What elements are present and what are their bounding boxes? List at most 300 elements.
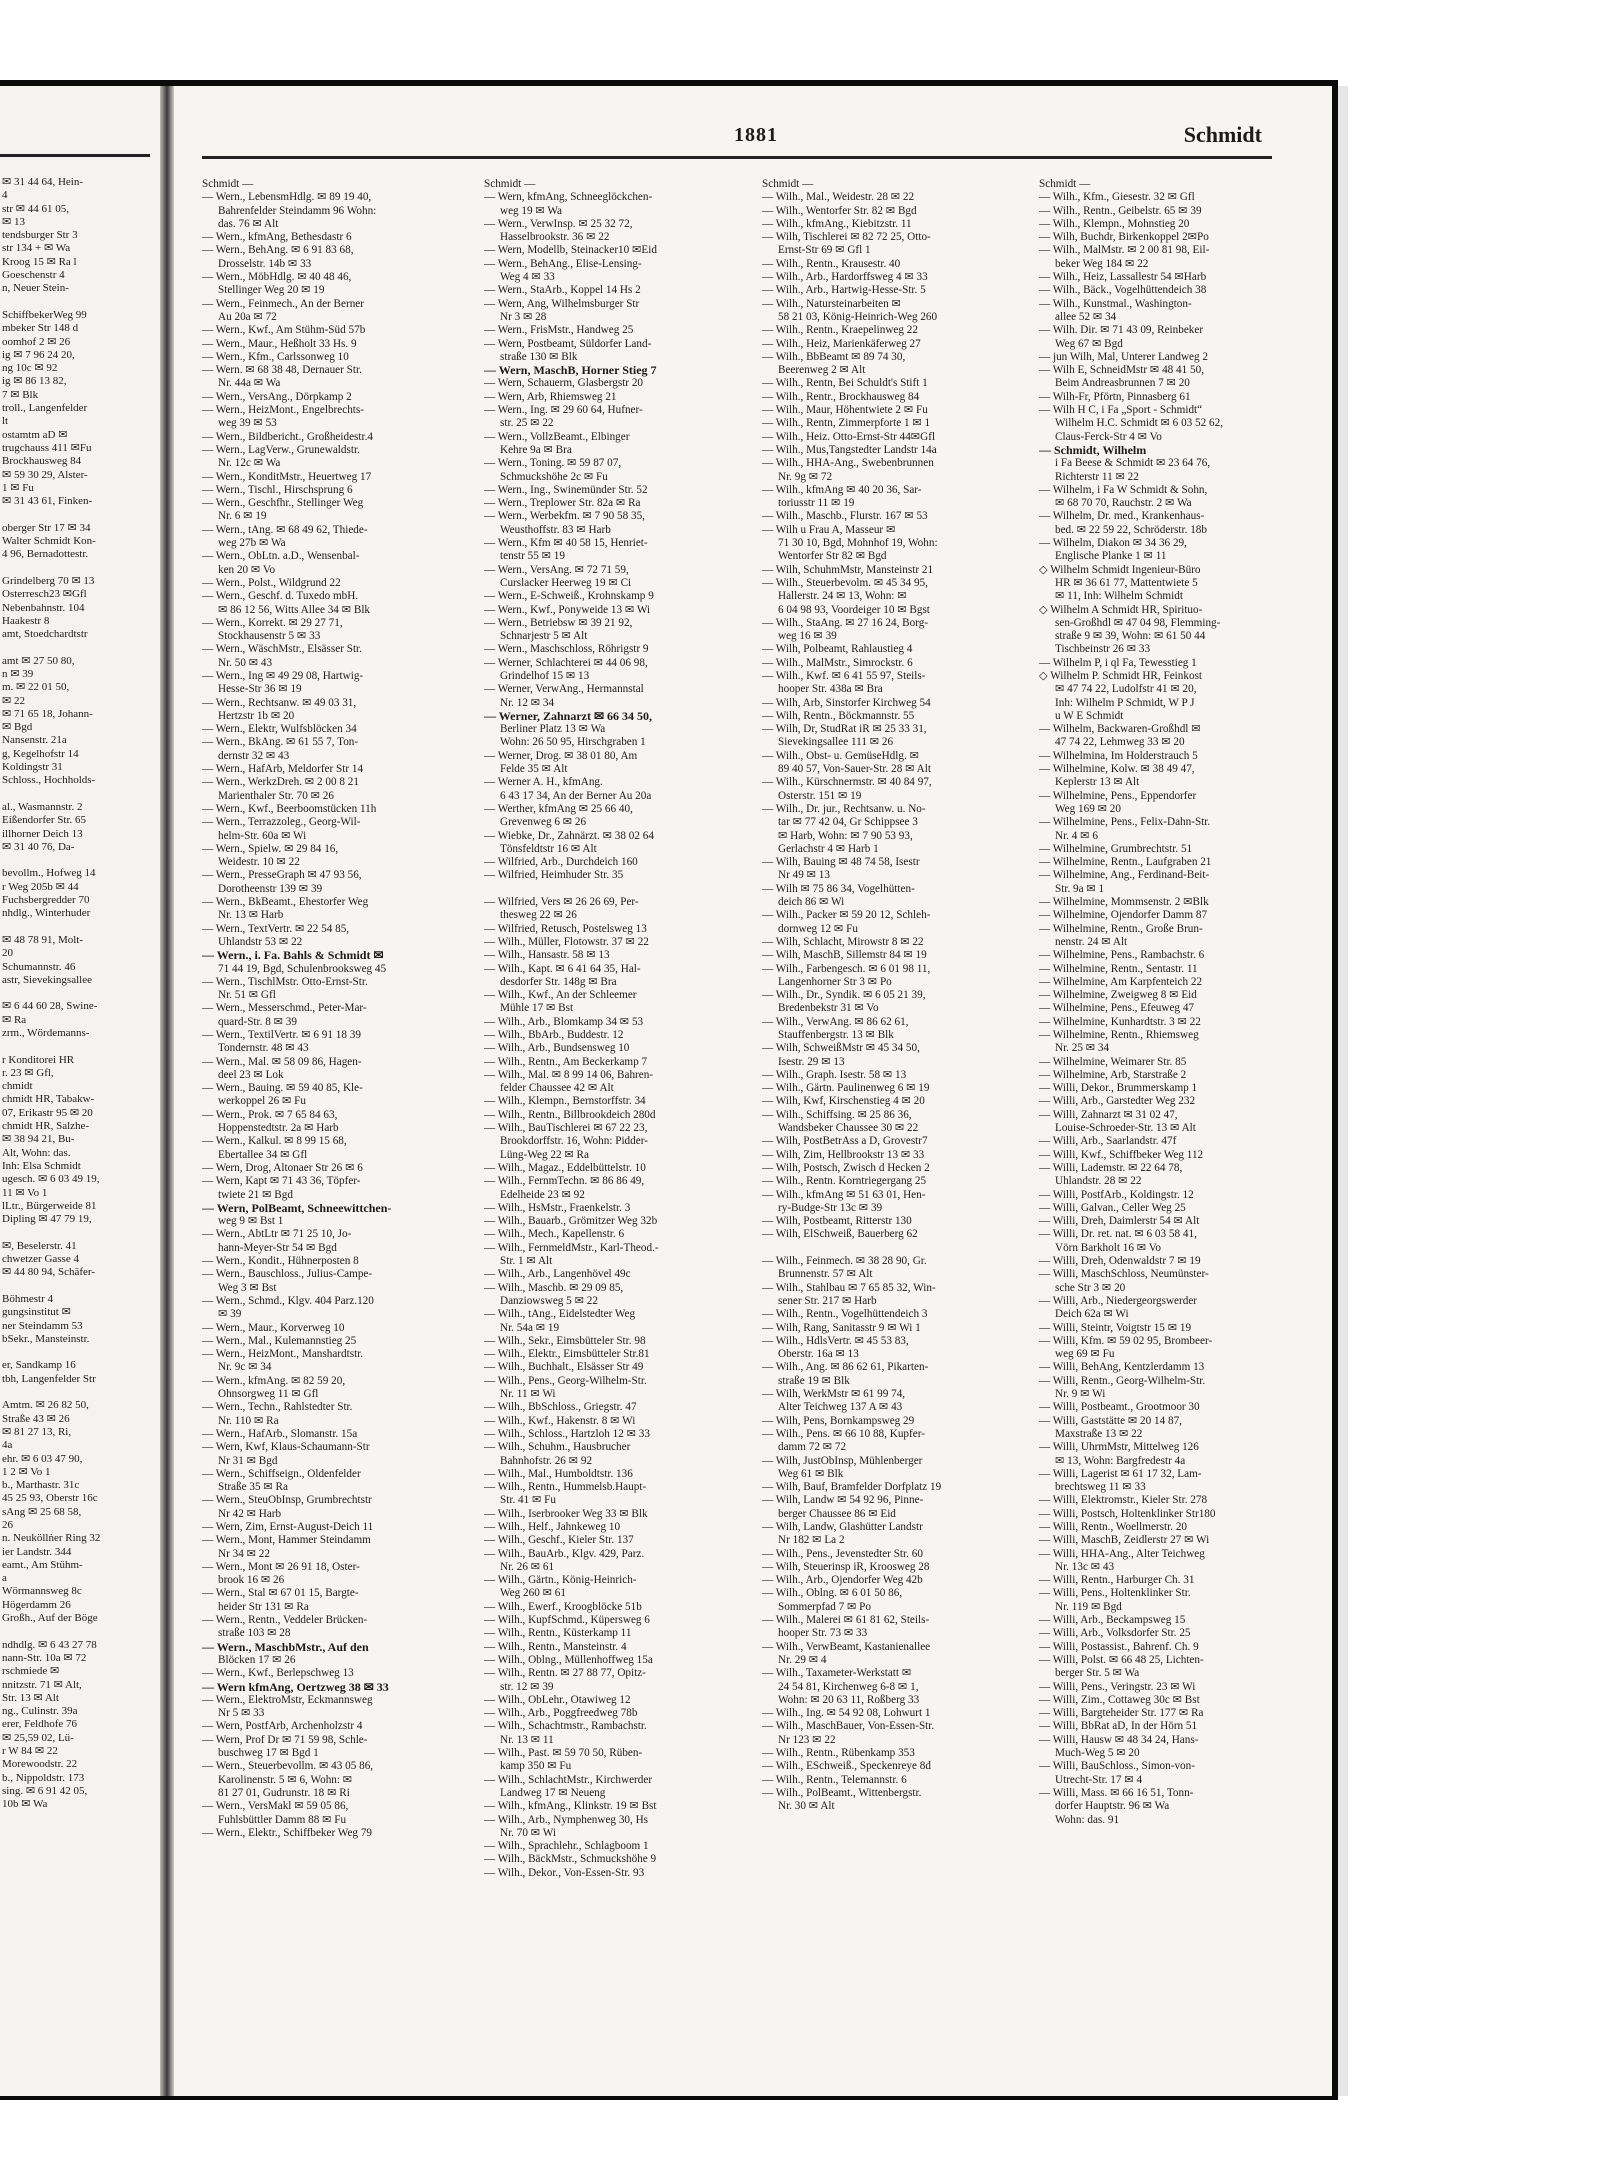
left-page-fragment-line: r Weg 205b ✉ 44 — [2, 880, 79, 893]
left-page-fragment-line: ✉ 38 94 21, Bu- — [2, 1133, 75, 1146]
directory-entry: — Wern., Techn., Rahlstedter Str. — [202, 1401, 353, 1414]
entry-continuation-line: Nr. 13c ✉ 43 — [1055, 1560, 1115, 1573]
left-page-fragment-line: g, Kegelhofstr 14 — [2, 747, 79, 760]
directory-entry: — Wern., VollzBeamt., Elbinger — [484, 430, 630, 443]
left-page-fragment-line — [2, 1226, 158, 1239]
directory-entry: — Wern., Bauing. ✉ 59 40 85, Kle- — [202, 1082, 363, 1095]
left-page-fragment-line: 4 — [2, 189, 8, 202]
directory-entry: — Wern., Maschschloss, Röhrigstr 9 — [484, 643, 649, 656]
entry-continuation-line: Lüng-Weg 22 ✉ Ra — [500, 1148, 589, 1161]
directory-entry: — Werner, Schlachterei ✉ 44 06 98, — [484, 656, 648, 669]
directory-entry: — Wilh., BbArb., Buddestr. 12 — [484, 1029, 624, 1041]
directory-entry: — Wilh., Arb., Nymphenweg 30, Hs — [484, 1813, 649, 1826]
entry-continuation-line: twiete 21 ✉ Bgd — [218, 1188, 293, 1201]
directory-entry: — Willi, Zim., Cottaweg 30c ✉ Bst — [1039, 1693, 1200, 1706]
entry-continuation-line: Landweg 17 ✉ Neueng — [500, 1786, 606, 1799]
directory-entry: — Wilh., Rentn. Korntriegergang 25 — [762, 1175, 927, 1188]
directory-entry: — Wilh., Arb., Langenhövel 49c — [484, 1268, 631, 1281]
entry-continuation-line: ✉ 11, Inh: Wilhelm Schmidt — [1055, 590, 1183, 603]
entry-continuation-line: ✉ 39 — [218, 1308, 242, 1321]
entry-continuation-line: deich 86 ✉ Wi — [778, 896, 845, 909]
directory-entry: — Wern., Mal. ✉ 58 09 86, Hagen- — [202, 1055, 362, 1068]
entry-continuation-line: werkoppel 26 ✉ Fu — [218, 1095, 306, 1108]
directory-entry: — Wilh., Sekr., Eimsbütteler Str. 98 — [484, 1334, 646, 1347]
directory-column-2 — [484, 178, 724, 1880]
directory-entry: — Wilh ✉ 75 86 34, Vogelhütten- — [762, 882, 915, 895]
directory-entry: — Willi, Dreh, Daimlerstr 54 ✉ Alt — [1039, 1215, 1200, 1228]
left-page-fragment-line: a — [2, 1572, 7, 1585]
entry-continuation-line: Hoppenstedtstr. 2a ✉ Harb — [218, 1122, 339, 1135]
directory-entry: — Wern., Stal ✉ 67 01 15, Bargte- — [202, 1587, 359, 1600]
directory-entry: — Wilh., Maschb. ✉ 29 09 85, — [484, 1281, 624, 1294]
directory-entry: — Wilh, ElSchweiß, Bauerberg 62 — [762, 1228, 918, 1241]
left-page-fragment-line: astr, Sievekingsallee — [2, 973, 92, 986]
directory-entry — [762, 1242, 1002, 1255]
left-page-fragment-line: ugesch. ✉ 6 03 49 19, — [2, 1173, 100, 1186]
left-page-fragment-line — [2, 562, 158, 575]
left-page-fragment-line: Großh., Auf der Böge — [2, 1612, 98, 1625]
directory-entry: — Wern., kfmAng, Bethesdastr 6 — [202, 231, 352, 244]
left-page-fragment-line — [2, 1625, 158, 1638]
directory-entry: — Wern, PolBeamt, Schneewittchen- — [202, 1201, 392, 1215]
left-page-fragment-line: n. Neuköllṅer Ring 32 — [2, 1532, 101, 1545]
directory-entry: — Wilh., Maschb., Flurstr. 167 ✉ 53 — [762, 510, 928, 523]
directory-entry: — Wilh., Buchhalt., Elsässer Str 49 — [484, 1361, 644, 1374]
left-page-fragment-line: ✉ 44 80 94, Schäfer- — [2, 1266, 96, 1279]
directory-entry: — Willi, UhrmMstr, Mittelweg 126 — [1039, 1441, 1199, 1454]
entry-continuation-line: weg 19 ✉ Wa — [500, 204, 563, 217]
entry-continuation-line: Keplerstr 13 ✉ Alt — [1055, 776, 1140, 789]
left-page-fragment-line: ehr. ✉ 6 03 47 90, — [2, 1452, 83, 1465]
directory-entry: — Wern., BkBeamt., Ehestorfer Weg — [202, 896, 369, 909]
directory-entry: — Wilh., Arb., Hardorffsweg 4 ✉ 33 — [762, 271, 928, 284]
left-page-fragment-line: Walter Schmidt Kon- — [2, 535, 96, 548]
entry-continuation-line: Nr. 9c ✉ 34 — [218, 1361, 272, 1374]
directory-entry: — Willi, Arb., Beckampsweg 15 — [1039, 1614, 1186, 1627]
directory-entry: — Willi, Gaststätte ✉ 20 14 87, — [1039, 1414, 1182, 1427]
left-page-fragment-line: illhorner Deich 13 — [2, 827, 83, 840]
entry-continuation-line: straße 130 ✉ Blk — [500, 350, 578, 363]
entry-continuation-line: Brunnenstr. 57 ✉ Alt — [778, 1268, 873, 1281]
directory-entry: — Wilh., Rentn., Krausestr. 40 — [762, 257, 901, 270]
entry-continuation-line: Bahnhofstr. 26 ✉ 92 — [500, 1454, 593, 1467]
directory-entry: — Wern., Kwf., Beerboomstücken 11h — [202, 802, 377, 815]
directory-entry: — Wilh., Gärtn. Paulinenweg 6 ✉ 19 — [762, 1082, 930, 1095]
directory-entry: — Wilh., Rentn., Mansteinstr. 4 — [484, 1640, 627, 1653]
directory-entry: — Wilh., Rentn., Kraepelinweg 22 — [762, 324, 918, 337]
directory-column-4 — [1039, 178, 1279, 1827]
directory-entry: — Wilh., HHA-Ang., Swebenbrunnen — [762, 457, 934, 470]
left-page-fragment-line: Koldingstr 31 — [2, 761, 63, 774]
left-page-fragment-line — [2, 1280, 158, 1293]
left-page-fragment-line: tendsburger Str 3 — [2, 229, 78, 242]
entry-continuation-line: Weg 67 ✉ Bgd — [1055, 337, 1123, 350]
left-page-fragment-line: SchiffbekerWeg 99 — [2, 308, 87, 321]
entry-continuation-line: 24 54 81, Kirchenweg 6-8 ✉ 1, — [778, 1680, 919, 1693]
directory-entry: — Wern., LebensmHdlg. ✉ 89 19 40, — [202, 191, 372, 204]
left-page-fragment-line: Schloss., Hochholds- — [2, 774, 96, 787]
entry-continuation-line: quard-Str. 8 ✉ 39 — [218, 1015, 297, 1028]
directory-entry: — Werner, Zahnarzt ✉ 66 34 50, — [484, 709, 653, 723]
left-page-fragment-line: Nansenstr. 21a — [2, 734, 67, 747]
directory-entry: — Wilh., Rentn, Zimmerpforte 1 ✉ 1 — [762, 417, 931, 430]
directory-entry: — Wern., Bauschloss., Julius-Campe- — [202, 1268, 373, 1281]
left-page-fragment-line: mbeker Str 148 d — [2, 322, 79, 335]
directory-column-3 — [762, 178, 1002, 1814]
entry-continuation-line: straße 9 ✉ 39, Wohn: ✉ 61 50 44 — [1055, 630, 1206, 643]
left-page-fragment-line: Schumannstr. 46 — [2, 960, 76, 973]
entry-continuation-line: toriusstr 11 ✉ 19 — [778, 497, 855, 510]
directory-entry: — Wern., Spielw. ✉ 29 84 16, — [202, 842, 339, 855]
directory-entry: — Willi, Kfm. ✉ 59 02 95, Brombeer- — [1039, 1334, 1213, 1347]
directory-entry: — Willi, Dekor., Brummerskamp 1 — [1039, 1082, 1198, 1095]
directory-entry: — Wilh., HdlsVertr. ✉ 45 53 83, — [762, 1334, 909, 1347]
directory-entry: — Willi, BehAng, Kentzlerdamm 13 — [1039, 1361, 1205, 1374]
directory-entry: — Wern., BehAng. ✉ 6 91 83 68, — [202, 244, 354, 257]
entry-continuation-line: 47 74 22, Lehmweg 33 ✉ 20 — [1055, 736, 1185, 749]
directory-entry: — Willi, Galvan., Celler Weg 25 — [1039, 1201, 1186, 1214]
directory-entry: — Wern., Bildbericht., Großheidestr.4 — [202, 430, 374, 443]
directory-entry: — Wern, Postbeamt, Süldorfer Land- — [484, 337, 652, 350]
left-page-fragment-line — [2, 1386, 158, 1399]
directory-entry: — Willi, Arb., Volksdorfer Str. 25 — [1039, 1627, 1191, 1640]
left-page-fragment-line: Högerdamm 26 — [2, 1598, 71, 1611]
directory-entry: — Wern., LagVerw., Grunewaldstr. — [202, 443, 360, 456]
directory-entry: — Wilh., Oblng. ✉ 6 01 50 86, — [762, 1587, 903, 1600]
entry-continuation-line: Weg 169 ✉ 20 — [1055, 802, 1121, 815]
entry-continuation-line: berger Str. 5 ✉ Wa — [1055, 1667, 1140, 1680]
left-page-fragment-line: ✉, Beselerstr. 41 — [2, 1239, 77, 1252]
left-page-fragment-line: ndhdlg. ✉ 6 43 27 78 — [2, 1638, 97, 1651]
directory-entry: — Willi, Kwf., Schiffbeker Weg 112 — [1039, 1148, 1204, 1161]
left-page-fragment-line: Nebenbahnstr. 104 — [2, 601, 85, 614]
entry-continuation-line: Nr. 54a ✉ 19 — [500, 1321, 560, 1334]
entry-continuation-line: heider Str 131 ✉ Ra — [218, 1600, 309, 1613]
directory-entry: — Wern, kfmAng, Schneeglöckchen- — [484, 191, 653, 204]
directory-entry: — Wern., Schiffseign., Oldenfelder — [202, 1467, 361, 1480]
directory-entry: — Wilh., Stahlbau ✉ 7 65 85 32, Win- — [762, 1281, 936, 1294]
left-page-fragment-line: bevollm., Hofweg 14 — [2, 867, 96, 880]
left-page-fragment — [0, 86, 160, 2096]
directory-entry: — Wilh., Rentn., Telemannstr. 6 — [762, 1773, 907, 1786]
left-page-fragment-line: ✉ 31 43 61, Finken- — [2, 495, 93, 508]
left-page-fragment-line: b., Marthastr. 31c — [2, 1479, 80, 1492]
directory-entry: — Wilfried, Vers ✉ 26 26 69, Per- — [484, 896, 639, 909]
directory-entry: — Wilhelmine, Arb, Starstraße 2 — [1039, 1068, 1187, 1081]
entry-continuation-line: hann-Meyer-Str 54 ✉ Bgd — [218, 1241, 337, 1254]
entry-continuation-line: Straße 35 ✉ Ra — [218, 1481, 288, 1494]
entry-continuation-line: Nr. 12 ✉ 34 — [500, 696, 555, 709]
left-page-fragment-line: Goeschenstr 4 — [2, 269, 65, 282]
entry-continuation-line: Drosselstr. 14b ✉ 33 — [218, 257, 312, 270]
directory-entry: — Wilhelmine, Ojendorfer Damm 87 — [1039, 909, 1208, 922]
directory-entry: — Willi, Mass. ✉ 66 16 51, Tonn- — [1039, 1786, 1194, 1799]
entry-continuation-line: Deich 62a ✉ Wi — [1055, 1308, 1129, 1321]
left-page-fragment-line: ng 10c ✉ 92 — [2, 362, 58, 375]
directory-entry: — Willi, Dr. ret. nat. ✉ 6 03 58 41, — [1039, 1228, 1197, 1241]
entry-continuation-line: beker Weg 184 ✉ 22 — [1055, 257, 1149, 270]
entry-continuation-line: Beerenweg 2 ✉ Alt — [778, 364, 866, 377]
directory-entry: — Wilh., Farbengesch. ✉ 6 01 98 11, — [762, 962, 931, 975]
directory-entry: — Wern, PostfArb, Archenholzstr 4 — [202, 1720, 363, 1733]
entry-continuation-line: Nr 5 ✉ 33 — [218, 1707, 265, 1720]
directory-entry: — Wilh., Kunstmal., Washington- — [1039, 297, 1192, 310]
directory-entry: — Wilhelmine, Rentn., Laufgraben 21 — [1039, 856, 1212, 869]
directory-entry: — Wilhelmine, Rentn., Sentastr. 11 — [1039, 962, 1198, 975]
directory-entry: — Wilh, Arb, Sinstorfer Kirchweg 54 — [762, 696, 931, 709]
directory-entry: — Wern., HeizMont., Engelbrechts- — [202, 404, 364, 417]
directory-entry: — Willi, MaschSchloss, Neumünster- — [1039, 1268, 1209, 1281]
directory-entry: ◇ Wilhelm Schmidt Ingenieur-Büro — [1039, 563, 1201, 576]
directory-entry: — Willi, Arb., Garstedter Weg 232 — [1039, 1095, 1196, 1108]
directory-entry: — Wilh-Fr, Pförtn, Pinnasberg 61 — [1039, 390, 1191, 403]
directory-entry: — Wilh., Rentn., Küsterkamp 11 — [484, 1627, 632, 1640]
directory-entry: — Wern. ✉ 68 38 48, Dernauer Str. — [202, 364, 362, 377]
entry-continuation-line: Curslacker Heerweg 19 ✉ Ci — [500, 576, 632, 589]
directory-entry: — Wern., Kondit., Hühnerposten 8 — [202, 1255, 359, 1268]
directory-entry: — Wilhelmina, Im Holderstrauch 5 — [1039, 749, 1198, 762]
directory-entry: — Wern., Feinmech., An der Berner — [202, 297, 364, 310]
directory-entry: — Willi, Lagerist ✉ 61 17 32, Lam- — [1039, 1467, 1202, 1480]
directory-entry: — Wilh H C, i Fa „Sport - Schmidt“ — [1039, 404, 1203, 417]
directory-entry: — Willi, PostfArb., Koldingstr. 12 — [1039, 1188, 1194, 1201]
directory-entry: — Wern., Prok. ✉ 7 65 84 63, — [202, 1108, 338, 1121]
entry-continuation-line: Nr. 6 ✉ 19 — [218, 510, 267, 523]
directory-entry: — Wilh., Schloss., Hartzloh 12 ✉ 33 — [484, 1427, 650, 1440]
directory-entry: — Wern., Elektr, Wulfsblöcken 34 — [202, 723, 357, 736]
entry-continuation-line: Karolinenstr. 5 ✉ 6, Wohn: ✉ — [218, 1773, 353, 1786]
directory-entry: — Wern., Kwf., Berlepschweg 13 — [202, 1667, 354, 1680]
directory-entry: — Wern., TischlMstr. Otto-Ernst-Str. — [202, 975, 368, 988]
directory-entry: — Wilh, Landw ✉ 54 92 96, Pinne- — [762, 1494, 924, 1507]
entry-continuation-line: Claus-Ferck-Str 4 ✉ Vo — [1055, 430, 1162, 443]
entry-continuation-line: Brookdorffstr. 16, Wohn: Pidder- — [500, 1135, 648, 1148]
directory-entry: — Wilh., Wentorfer Str. 82 ✉ Bgd — [762, 204, 917, 217]
entry-continuation-line: brechtsweg 11 ✉ 33 — [1055, 1481, 1146, 1494]
left-page-fragment-line: ✉ Ra — [2, 1013, 27, 1026]
entry-continuation-line: sche Str 3 ✉ 20 — [1055, 1281, 1126, 1294]
entry-continuation-line: Much-Weg 5 ✉ 20 — [1055, 1747, 1140, 1760]
left-page-text-column — [2, 176, 158, 1812]
left-page-fragment-line: eamt., Am Stühm- — [2, 1558, 83, 1571]
entry-continuation-line: Richterstr 11 ✉ 22 — [1055, 470, 1139, 483]
directory-entry: — Willi, Pens., Veringstr. 23 ✉ Wi — [1039, 1680, 1196, 1693]
directory-entry: — Wern., SteuObInsp, Grumbrechtstr — [202, 1494, 372, 1507]
entry-continuation-line: Nr 42 ✉ Harb — [218, 1507, 282, 1520]
entry-continuation-line: Uhlandstr 53 ✉ 22 — [218, 935, 303, 948]
directory-entry: — Willi, Postassist., Bahrenf. Ch. 9 — [1039, 1640, 1199, 1653]
directory-entry: — Wilh., Obst- u. GemüseHdlg. ✉ — [762, 749, 919, 762]
entry-continuation-line: straße 103 ✉ 28 — [218, 1627, 291, 1640]
running-header-surname: Schmidt — [1183, 122, 1262, 147]
entry-continuation-line: Inh: Wilhelm P Schmidt, W P J — [1055, 696, 1195, 709]
entry-continuation-line: buschweg 17 ✉ Bgd 1 — [218, 1747, 319, 1760]
entry-continuation-line: Au 20a ✉ 72 — [218, 310, 277, 323]
directory-entry: — Wilh., MalMstr. ✉ 2 00 81 98, Eil- — [1039, 244, 1210, 257]
directory-entry: — Wern., Rentn., Veddeler Brücken- — [202, 1614, 368, 1627]
entry-continuation-line: Danziowsweg 5 ✉ 22 — [500, 1294, 598, 1307]
left-page-fragment-line: troll., Langenfelder — [2, 402, 88, 415]
entry-continuation-line: Bredenbekstr 31 ✉ Vo — [778, 1002, 879, 1015]
left-page-fragment-line: 7 ✉ Blk — [2, 388, 39, 401]
directory-entry: — Wern, Kwf, Klaus-Schaumann-Str — [202, 1441, 370, 1454]
entry-continuation-line: ✉ 47 74 22, Ludolfstr 41 ✉ 20, — [1055, 683, 1197, 696]
directory-entry: Schmidt — — [1039, 178, 1091, 190]
entry-continuation-line: Grindelhof 15 ✉ 13 — [500, 669, 590, 682]
left-page-fragment-line: r W 84 ✉ 22 — [2, 1745, 58, 1758]
entry-continuation-line: u W E Schmidt — [1055, 709, 1124, 722]
directory-entry: — Wern., Elektr., Schiffbeker Weg 79 — [202, 1826, 373, 1839]
directory-entry: — Wilhelmine, Pens., Efeuweg 47 — [1039, 1002, 1195, 1015]
entry-continuation-line: Weg 4 ✉ 33 — [500, 271, 555, 284]
directory-entry: — Wilh., Arb., Bundsensweg 10 — [484, 1042, 630, 1055]
entry-continuation-line: ken 20 ✉ Vo — [218, 563, 276, 576]
directory-entry: — Wilhelmine, Kolw. ✉ 38 49 47, — [1039, 763, 1195, 776]
directory-entry: — Willi, BauSchloss., Simon-von- — [1039, 1760, 1195, 1773]
entry-continuation-line: Str. 1 ✉ Alt — [500, 1255, 553, 1268]
directory-entry: — Wern., E-Schweiß., Krohnskamp 9 — [484, 590, 654, 603]
left-page-fragment-line: Straße 43 ✉ 26 — [2, 1412, 70, 1425]
directory-entry: — Wern., BkAng. ✉ 61 55 7, Ton- — [202, 736, 359, 749]
directory-entry: — Wilh., HsMstr., Fraenkelstr. 3 — [484, 1201, 631, 1214]
directory-entry: — Wilhelm P, i ql Fa, Tewesstieg 1 — [1039, 656, 1197, 669]
header-rule — [202, 156, 1272, 159]
directory-entry: — Wilh., Rentr., Brockhausweg 84 — [762, 390, 920, 403]
directory-entry: — Wern., Messerschmd., Peter-Mar- — [202, 1002, 367, 1015]
directory-entry: — Willi, Elektromstr., Kieler Str. 278 — [1039, 1494, 1208, 1507]
directory-entry: — Wern., Treplower Str. 82a ✉ Ra — [484, 497, 641, 510]
left-page-fragment-line: oomhof 2 ✉ 26 — [2, 335, 71, 348]
directory-entry: — Wilh, Rentn., Böckmannstr. 55 — [762, 709, 915, 722]
entry-continuation-line: Hasselbrookstr. 36 ✉ 22 — [500, 231, 610, 244]
entry-continuation-line: Wohn: ✉ 20 63 11, Roßberg 33 — [778, 1693, 920, 1706]
left-page-fragment-line: amt, Stoedchardtstr — [2, 628, 88, 641]
directory-entry: — Willi, Rentn., Harburger Ch. 31 — [1039, 1574, 1195, 1587]
directory-page — [174, 86, 1332, 2096]
entry-continuation-line: Wentorfer Str 82 ✉ Bgd — [778, 550, 887, 563]
directory-entry: — Wilhelmine, Pens., Eppendorfer — [1039, 789, 1197, 802]
left-page-fragment-line: amt ✉ 27 50 80, — [2, 654, 75, 667]
left-page-fragment-line: Eißendorfer Str. 65 — [2, 814, 87, 827]
left-page-fragment-line: r. 23 ✉ Gfl, — [2, 1066, 54, 1079]
directory-entry: — Wern., Tischl., Hirschsprung 6 — [202, 483, 353, 496]
directory-entry: — Wilh., ObLehr., Otawiweg 12 — [484, 1693, 631, 1706]
directory-entry: Schmidt — — [202, 178, 254, 190]
left-page-fragment-line: ✉ 71 65 18, Johann- — [2, 707, 93, 720]
entry-continuation-line: Sommerpfad 7 ✉ Po — [778, 1600, 871, 1613]
entry-continuation-line: Edelheide 23 ✉ 92 — [500, 1188, 585, 1201]
left-page-fragment-line: Haakestr 8 — [2, 614, 50, 627]
entry-continuation-line: bed. ✉ 22 59 22, Schröderstr. 18b — [1055, 523, 1207, 536]
directory-entry: — Wern., VerwInsp. ✉ 25 32 72, — [484, 217, 633, 230]
left-page-fragment-line: Wörmannsweg 8c — [2, 1585, 82, 1598]
directory-entry: — Wern., TextilVertr. ✉ 6 91 18 39 — [202, 1029, 361, 1041]
entry-continuation-line: hooper Str. 438a ✉ Bra — [778, 683, 883, 696]
left-page-fragment-line: ✉ 59 30 29, Alster- — [2, 468, 88, 481]
entry-continuation-line: Felde 35 ✉ Alt — [500, 763, 568, 776]
entry-continuation-line: Nr. 44a ✉ Wa — [218, 377, 281, 390]
directory-entry: — Wilh., BbBeamt ✉ 89 74 30, — [762, 350, 906, 363]
entry-continuation-line: Nr 31 ✉ Bgd — [218, 1454, 278, 1467]
entry-continuation-line: Nr. 25 ✉ 34 — [1055, 1042, 1110, 1055]
left-page-fragment-line: er, Sandkamp 16 — [2, 1359, 76, 1372]
left-page-fragment-line: 1 ✉ Fu — [2, 481, 34, 494]
directory-entry: — Wilh, Schlacht, Mirowstr 8 ✉ 22 — [762, 935, 924, 948]
directory-entry: — Wern., Polst., Wildgrund 22 — [202, 576, 341, 589]
directory-entry: — Wilh, PostBetrAss a D, Grovestr7 — [762, 1135, 928, 1148]
left-page-fragment-line — [2, 854, 158, 867]
directory-entry: — Wern, Ang, Wilhelmsburger Str — [484, 297, 640, 310]
entry-continuation-line: Wohn: das. 91 — [1055, 1813, 1120, 1826]
entry-continuation-line: Tondernstr. 48 ✉ 43 — [218, 1042, 309, 1055]
directory-entry: — Wilhelmine, Zweigweg 8 ✉ Eid — [1039, 989, 1197, 1002]
directory-entry: — Wern., FrisMstr., Handweg 25 — [484, 324, 634, 337]
directory-entry: — Wilh., FernmTechn. ✉ 86 86 49, — [484, 1175, 645, 1188]
directory-entry: — Wilh., BauTischlerei ✉ 67 22 23, — [484, 1122, 648, 1135]
directory-entry: — Wilh., Mus,Tangstedter Landstr 14a — [762, 443, 937, 456]
left-page-fragment-line: Inh: Elsa Schmidt — [2, 1159, 81, 1172]
left-page-fragment-line: 11 ✉ Vo 1 — [2, 1186, 48, 1199]
entry-continuation-line: Nr. 70 ✉ Wi — [500, 1826, 556, 1839]
directory-entry: — Wilh., Mal. ✉ 8 99 14 06, Bahren- — [484, 1068, 654, 1081]
entry-continuation-line: Isestr. 29 ✉ 13 — [778, 1055, 845, 1068]
directory-entry: — Wern, Drog, Altonaer Str 26 ✉ 6 — [202, 1161, 363, 1174]
directory-entry: — Wern., Kfm ✉ 40 58 15, Henriet- — [484, 537, 648, 550]
directory-entry: — Wilh., Kapt. ✉ 6 41 64 35, Hal- — [484, 962, 641, 975]
directory-entry: — Wilh., Pens. ✉ 66 10 88, Kupfer- — [762, 1427, 925, 1440]
directory-entry: — Schmidt, Wilhelm — [1039, 443, 1147, 457]
directory-entry: — Wilh, WerkMstr ✉ 61 99 74, — [762, 1388, 906, 1401]
directory-entry: — Wilh., Kwf., Hakenstr. 8 ✉ Wi — [484, 1414, 636, 1427]
directory-entry: — Wilh., Gärtn., König-Heinrich- — [484, 1574, 637, 1587]
directory-entry: — Wilh, MaschB, Sillemstr 84 ✉ 19 — [762, 949, 927, 962]
directory-entry: — Wilh., tAng., Eidelstedter Weg — [484, 1308, 636, 1321]
directory-entry: — Wilh., Arb., Poggfreedweg 78b — [484, 1707, 638, 1720]
directory-entry: — Wilh., Kfm., Giesestr. 32 ✉ Gfl — [1039, 191, 1195, 204]
entry-continuation-line: Fuhlsbüttler Damm 88 ✉ Fu — [218, 1813, 347, 1826]
entry-continuation-line: weg 27b ✉ Wa — [218, 537, 286, 550]
left-page-fragment-line: m. ✉ 22 01 50, — [2, 681, 70, 694]
directory-entry: — Wilhelmine, Rentn., Große Brun- — [1039, 922, 1203, 935]
directory-entry: — Wern., Kwf., Am Stühm-Süd 57b — [202, 324, 366, 337]
entry-continuation-line: 89 40 57, Von-Sauer-Str. 28 ✉ Alt — [778, 763, 931, 776]
left-page-fragment-line: Osterresch23 ✉Gfl — [2, 588, 87, 601]
directory-entry: — Wilhelmine, Pens., Felix-Dahn-Str. — [1039, 816, 1211, 829]
entry-continuation-line: Str. 9a ✉ 1 — [1055, 882, 1105, 895]
entry-continuation-line: Schmuckshöhe 2c ✉ Fu — [500, 470, 608, 483]
directory-entry: — Wilhelmine, Grumbrechtstr. 51 — [1039, 842, 1193, 855]
left-page-fragment-line: r Konditorei HR — [2, 1053, 75, 1066]
directory-entry: — Wilh, Postsch, Zwisch d Hecken 2 — [762, 1161, 930, 1174]
directory-entry: — Wern., Kwf., Ponyweide 13 ✉ Wi — [484, 603, 651, 616]
directory-entry: — Wiebke, Dr., Zahnärzt. ✉ 38 02 64 — [484, 829, 654, 842]
directory-entry: — Wilh., BäckMstr., Schmuckshöhe 9 — [484, 1853, 657, 1866]
directory-column-1 — [202, 178, 442, 1840]
left-page-fragment-line: Fuchsbergredder 70 — [2, 894, 90, 907]
directory-entry: — Wilh., Iserbrooker Weg 33 ✉ Blk — [484, 1507, 648, 1520]
entry-continuation-line: weg 9 ✉ Bst 1 — [218, 1215, 284, 1228]
directory-entry: — jun Wilh, Mal, Unterer Landweg 2 — [1039, 350, 1208, 363]
entry-continuation-line: tar ✉ 77 42 04, Gr Schippsee 3 — [778, 816, 918, 829]
entry-continuation-line: nenstr. 24 ✉ Alt — [1055, 935, 1128, 948]
directory-entry: — Wilh, Postbeamt, Ritterstr 130 — [762, 1215, 912, 1228]
entry-continuation-line: Nr. 29 ✉ 4 — [778, 1653, 827, 1666]
directory-entry: — Wilh, SchuhmMstr, Mansteinstr 21 — [762, 563, 934, 576]
entry-continuation-line: Wilhelm H.C. Schmidt ✉ 6 03 52 62, — [1055, 417, 1224, 430]
entry-continuation-line: Tischbeinstr 26 ✉ 33 — [1055, 643, 1151, 656]
entry-continuation-line: Tönsfeldtstr 16 ✉ Alt — [500, 842, 597, 855]
entry-continuation-line: Osterstr. 151 ✉ 19 — [778, 789, 862, 802]
